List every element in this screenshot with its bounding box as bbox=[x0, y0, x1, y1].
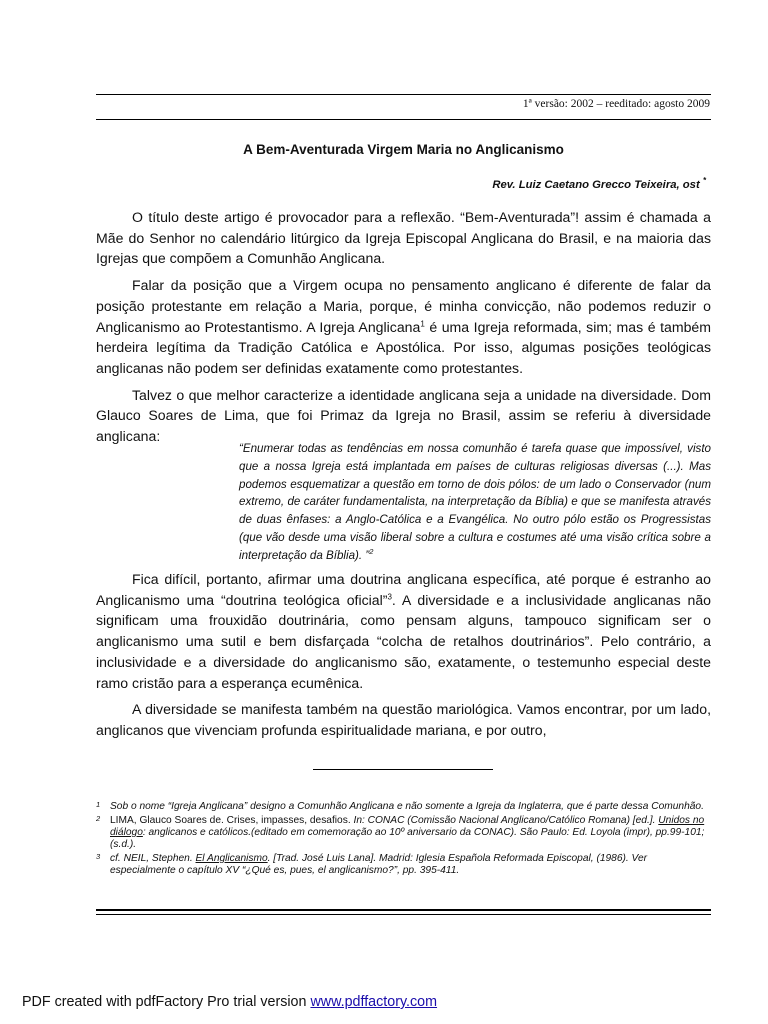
paragraph-4-part-a: Fica difícil, portanto, afirmar uma doutrina anglicana específica, até porque é estranho ao Anglicanismo uma “doutrina teológica oficial” bbox=[96, 571, 711, 608]
quote-text: “Enumerar todas as tendências em nossa comunhão é tarefa quase que impossível, visto que a nossa Igreja está implantada em países de culturas religiosas diversas (...). Mas podemos esquematizar a questão em torno de dois pólos: de um lado o Conservador (num extremo, de caráter fundamentalista, na interpretação da Bíblia) e que se manifesta através de duas ênfases: a Anglo-Católica e a Evangélica. No outro pólo estão os Progressistas (que vão desde uma visão liberal sobre a cultura e costumes até uma visão crítica sobre a interpretação da Bíblia). ” bbox=[239, 442, 711, 562]
footnote-separator bbox=[313, 769, 493, 770]
footnote-in: In: CONAC (Comissão Nacional Anglicano/Católico Romana) [ed.]. bbox=[353, 815, 659, 826]
body-text-lower bbox=[96, 569, 711, 747]
footnote-text: Sob o nome “Igreja Anglicana” designo a Comunhão Anglicana e não somente a Igreja da Inglaterra, que é parte dessa Comunhão. bbox=[110, 801, 704, 812]
footnote-1 bbox=[96, 801, 711, 813]
footnote-ref-2[interactable]: 2 bbox=[369, 546, 374, 556]
paragraph-2-part-b: é uma Igreja reformada, sim; mas é também herdeira legítima da Tradição Católica e Apostólica. Por isso, algumas posições teológicas anglicanas não podem ser definidas exatamente como protestantes. bbox=[96, 318, 711, 376]
footer-rule-thin bbox=[96, 914, 711, 915]
author-footnote-mark: * bbox=[702, 176, 706, 185]
version-note: 1ª versão: 2002 – reeditado: agosto 2009 bbox=[522, 98, 710, 110]
pdf-creator-footer bbox=[22, 994, 437, 1010]
footnote-rest: : anglicanos e católicos.(editado em comemoração ao 10º aniversario da CONAC). São Paulo: Ed. Loyola (impr), pp.99-101; (s.d.). bbox=[110, 827, 705, 850]
pdf-creator-text: PDF created with pdfFactory Pro trial version bbox=[22, 994, 311, 1010]
header-bottom-rule bbox=[96, 119, 711, 120]
footnote-number: 2 bbox=[96, 814, 101, 823]
author-name: Rev. Luiz Caetano Grecco Teixeira, ost bbox=[492, 178, 700, 191]
body-text-upper bbox=[96, 207, 711, 453]
footnote-title: Crises, impasses, desafios. bbox=[223, 815, 354, 826]
footnote-3 bbox=[96, 853, 711, 877]
footnote-book-title: El Anglicanismo bbox=[195, 853, 268, 864]
pdffactory-link[interactable]: www.pdffactory.com bbox=[310, 994, 438, 1010]
footnote-ref-3[interactable]: 3 bbox=[387, 592, 392, 602]
article-author bbox=[492, 176, 706, 191]
paragraph-3: Talvez o que melhor caracterize a identidade anglicana seja a unidade na diversidade. Dom Glauco Soares de Lima, que foi Primaz da Igreja no Brasil, assim se referiu à diversidade anglicana: bbox=[96, 386, 711, 445]
footnote-prefix: cf. NEIL, Stephen. bbox=[110, 853, 196, 864]
footnote-number: 3 bbox=[96, 852, 101, 861]
footnote-rest: . [Trad. José Luis Lana]. Madrid: Iglesia Española Reformada Episcopal, (1986). Ver especialmente o capítulo XV “¿Qué es, pues, el anglicanismo?”, pp. 395-411. bbox=[110, 853, 648, 876]
footnotes bbox=[96, 801, 711, 879]
paragraph-1: O título deste artigo é provocador para a reflexão. “Bem-Aventurada”! assim é chamada a Mãe do Senhor no calendário litúrgico da Igreja Episcopal Anglicana do Brasil, e na maioria das Igrejas que compõem a Comunhão Anglicana. bbox=[96, 209, 711, 267]
paragraph-4 bbox=[96, 569, 711, 693]
footnote-book-title: Unidos no diálogo bbox=[110, 815, 705, 838]
footnote-ref-1[interactable]: 1 bbox=[420, 318, 425, 328]
header-top-rule bbox=[96, 94, 711, 95]
footer-rule-thick bbox=[96, 909, 711, 911]
footnote-2 bbox=[96, 815, 711, 851]
article-title: A Bem-Aventurada Virgem Maria no Anglicanismo bbox=[243, 142, 564, 157]
paragraph-2 bbox=[96, 275, 711, 379]
paragraph-5: A diversidade se manifesta também na questão mariológica. Vamos encontrar, por um lado, anglicanos que vivenciam profunda espiritualidade mariana, e por outro, bbox=[96, 701, 711, 738]
block-quote bbox=[239, 440, 711, 565]
footnote-author: LIMA, Glauco Soares de. bbox=[110, 815, 224, 826]
footnote-number: 1 bbox=[96, 800, 101, 809]
paragraph-4-part-b: . A diversidade e a inclusividade anglicanas não significam uma frouxidão doutrinária, como pensam alguns, tampouco significam ser o anglicanismo uma sutil e bem disfarçada “colcha de retalhos doutrinários”. Pelo contrário, a inclusividade e a diversidade do anglicanismo são, exatamente, o testemunho especial deste ramo cristão para a esperança ecumênica. bbox=[96, 591, 711, 691]
paragraph-2-part-a: Falar da posição que a Virgem ocupa no pensamento anglicano é diferente de falar da posição protestante em relação a Maria, porque, é minha convicção, não podemos reduzir o Anglicanismo ao Protestantismo. A Igreja Anglicana bbox=[96, 277, 711, 335]
